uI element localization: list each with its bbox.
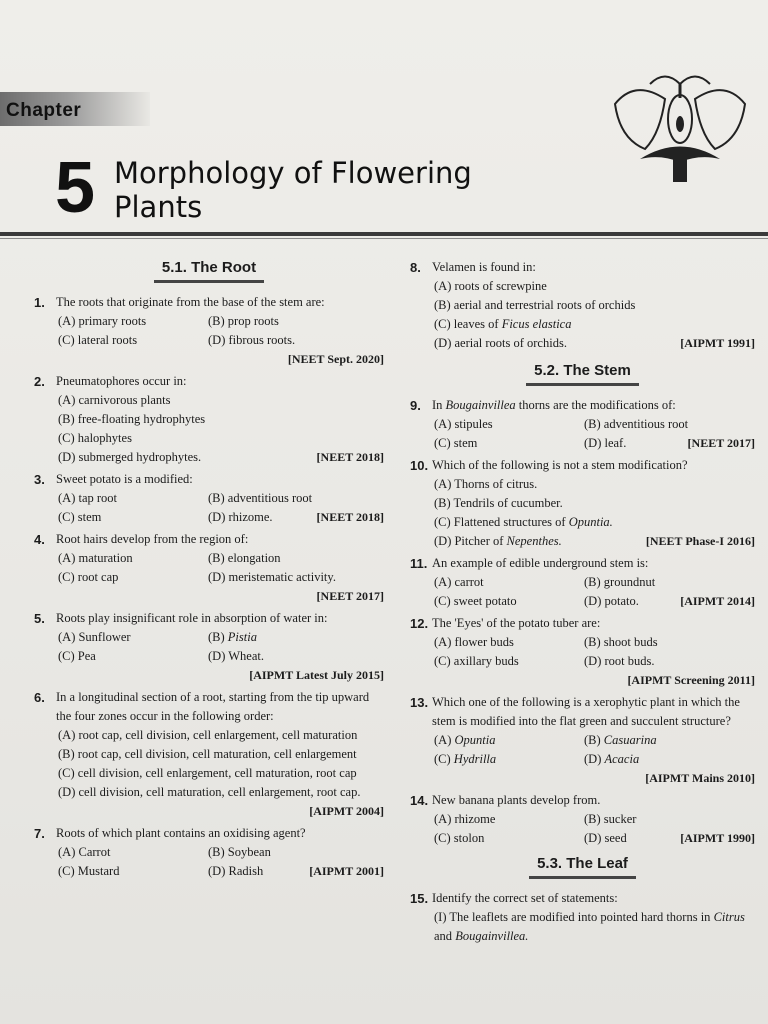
header-rule <box>0 232 768 236</box>
chapter-title-line2: Plants <box>114 190 203 224</box>
question-3: 3. Sweet potato is a modified: (A) tap root (B) adventitious root (C) stem (D) rhizome. [NEET 2018] <box>34 472 384 524</box>
question-1: 1. The roots that originate from the base of the stem are: (A) primary roots (B) prop roots (C) lateral roots (D) fibrous roots. [NEET Sept. 2020] <box>34 293 384 369</box>
chapter-number: 5 <box>55 148 96 228</box>
question-10: 10. Which of the following is not a stem modification? (A) Thorns of citrus. (B) Tendrils of cucumber. (C) Flattened structures of Opuntia. (D) Pitcher of Nepenthes. [NEET Phase-I 2016] <box>410 458 755 548</box>
question-source: [NEET Sept. 2020] <box>287 352 384 366</box>
header-rule-thin <box>0 238 768 239</box>
question-2: 2. Pneumatophores occur in: (A) carnivorous plants (B) free-floating hydrophytes (C) halophytes (D) submerged hydrophytes. [NEET 2018] <box>34 374 384 464</box>
question-4: 4. Root hairs develop from the region of: (A) maturation (B) elongation (C) root cap (D) meristematic activity. [NEET 2017] <box>34 532 384 603</box>
chapter-title-line1: Morphology of Flowering <box>114 156 472 190</box>
right-column <box>410 258 755 949</box>
question-14: 14. New banana plants develop from. (A) rhizome (B) sucker (C) stolon (D) seed [AIPMT 1990] <box>410 793 755 845</box>
question-9: 9. In Bougainvillea thorns are the modifications of: (A) stipules (B) adventitious root (C) stem (D) leaf. [NEET 2017] <box>410 398 755 450</box>
chapter-label: Chapter <box>6 100 82 121</box>
question-12: 12. The 'Eyes' of the potato tuber are: (A) flower buds (B) shoot buds (C) axillary buds (D) root buds. [AIPMT Screening 2011] <box>410 616 755 687</box>
chapter-title <box>114 156 472 224</box>
section-heading-leaf: 5.3. The Leaf <box>410 854 755 879</box>
question-8: 8. Velamen is found in: (A) roots of screwpine (B) aerial and terrestrial roots of orchids (C) leaves of Ficus elastica (D) aerial roots of orchids. [AIPMT 1991] <box>410 260 755 350</box>
section-heading-stem: 5.2. The Stem <box>410 361 755 386</box>
section-heading-root: 5.1. The Root <box>34 258 384 283</box>
question-5: 5. Roots play insignificant role in absorption of water in: (A) Sunflower (B) Pistia (C) Pea (D) Wheat. [AIPMT Latest July 2015] <box>34 611 384 682</box>
question-11: 11. An example of edible underground stem is: (A) carrot (B) groundnut (C) sweet potato (D) potato. [AIPMT 2014] <box>410 556 755 608</box>
flower-section-icon <box>605 64 755 184</box>
question-7: 7. Roots of which plant contains an oxidising agent? (A) Carrot (B) Soybean (C) Mustard (D) Radish [AIPMT 2001] <box>34 826 384 878</box>
question-13: 13. Which one of the following is a xerophytic plant in which the stem is modified into the flat green and succulent structure? (A) Opuntia (B) Casuarina (C) Hydrilla (D) Acacia [AIPMT Mains 2010] <box>410 695 755 785</box>
question-6: 6. In a longitudinal section of a root, starting from the tip upward the four zones occur in the following order: (A) root cap, cell division, cell enlargement, cell maturation (B) root cap, cell division, cell maturation, cell enlargement (C) cell division, cell enlargement, cell maturation, root cap (D) cell division, cell maturation, cell enlargement, root cap. [AIPMT 2004] <box>34 690 384 818</box>
question-15: 15. Identify the correct set of statements: (I) The leaflets are modified into pointed hard thorns in Citrus and Bougainvillea. <box>410 891 745 943</box>
left-column <box>34 258 384 884</box>
